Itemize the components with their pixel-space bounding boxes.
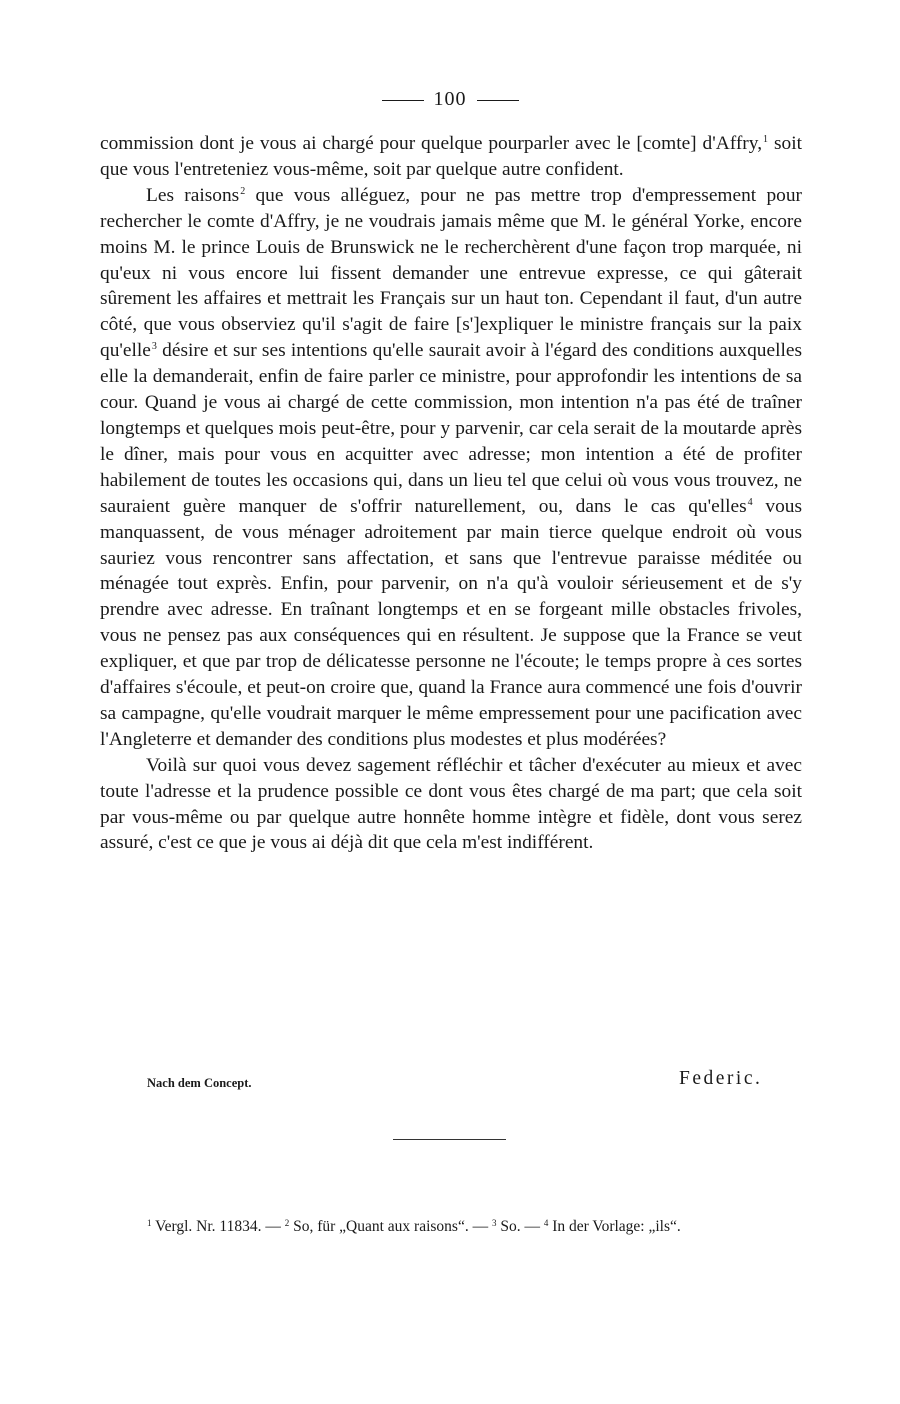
footnote-reference: 3 <box>151 341 157 353</box>
paragraph-text: désire et sur ses intentions qu'elle saurait avoir à l'égard des conditions auxquelles elle la demanderait, enfin de faire parler ce ministre, pour approfondir les intentions de sa cour. Quand je vous ai chargé de cette commission, mon intention n'a pas été de traîner longtemps et quelques mois peut-être, pour y parvenir, car cela serait de la moutarde après le dîner, mais pour vous en acquitter avec adresse; mon intention a été de profiter habilement de toutes les occasions qui, dans un lieu tel que celui où vous vous trouvez, ne sauraient guère manquer de s'offrir naturellement, ou, dans le cas qu'elles <box>100 340 802 517</box>
paragraph-text: soit que vous l'entreteniez vous-même, soit par quelque autre confident. <box>100 133 802 180</box>
footnote-list <box>100 1215 802 1238</box>
footnote-text: So. — <box>496 1218 544 1235</box>
page-number <box>0 88 900 111</box>
footnote-number: 1 <box>147 1218 152 1228</box>
body-paragraph <box>100 183 802 753</box>
paragraph-text: Les raisons <box>146 184 240 206</box>
footnote-separator-rule <box>393 1139 506 1140</box>
footnote-reference: 1 <box>763 134 769 145</box>
footnote-reference: 4 <box>747 496 753 508</box>
footnote-number: 4 <box>543 1218 549 1228</box>
paragraph-text: vous manquassent, de vous ménager adroitement par main tierce quelque endroit où vous sauriez vous rencontrer sans affectation, et sans que l'entrevue paraisse méditée ou ménagée tout exprès. Enfin, pour parvenir, on n'a qu'à vouloir sérieusement et de s'y prendre avec adresse. En traînant longtemps et en se forgeant mille obstacles frivoles, vous ne pensez pas aux conséquences qui en résultent. Je suppose que la France se veut expliquer, et que par trop de délicatesse personne ne l'écoute; le temps propre à ces sortes d'affaires s'écoule, et peut-on croire que, quand la France aura commencé une fois d'ouvrir sa campagne, qu'elle voudrait marquer le même empressement pour une pacification avec l'Angleterre et demander des conditions plus modestes et plus modérées? <box>100 495 802 750</box>
footnote-reference: 2 <box>240 185 246 197</box>
footnotes <box>100 1215 802 1238</box>
footnote-text: So, für „Quant aux raisons“. — <box>289 1218 492 1235</box>
footnote-text: In der Vorlage: „ils“. <box>548 1218 681 1235</box>
letter-body <box>100 131 802 856</box>
source-note: Nach dem Concept. <box>147 1076 252 1090</box>
paragraph-text: Voilà sur quoi vous devez sagement réfléchir et tâcher d'exécuter au mieux et avec toute l'adresse et la prudence possible ce dont vous êtes chargé de ma part; que cela soit par vous-même ou par quelque autre honnête homme intègre et fidèle, dont vous serez assuré, c'est ce que je vous ai déjà dit que cela m'est indifférent. <box>100 754 802 854</box>
page-number-text: 100 <box>433 88 467 110</box>
signature: Federic. <box>679 1068 763 1089</box>
page-number-dash-right <box>477 100 519 101</box>
footnote-number: 2 <box>284 1218 290 1228</box>
paragraph-text: que vous alléguez, pour ne pas mettre trop d'empressement pour rechercher le comte d'Affry, je ne voudrais jamais même que M. le général Yorke, encore moins M. le prince Louis de Brunswick ne le recherchèrent d'une façon trop marquée, ni qu'eux ni vous encore lui fissent demander une entrevue expresse, ce qui gâterait sûrement les affaires et mettrait les Français sur un haut ton. Cependant il faut, d'un autre côté, que vous observiez qu'il s'agit de faire [s']expliquer le ministre français sur la paix qu'elle <box>100 184 803 362</box>
paragraph-text: commission dont je vous ai chargé pour quelque pourparler avec le [comte] d'Affry, <box>100 133 763 154</box>
footnote-text: Vergl. Nr. 11834. — <box>151 1218 285 1235</box>
footnote-number: 3 <box>491 1218 497 1228</box>
page-number-dash-left <box>382 100 424 101</box>
body-paragraph <box>100 753 802 857</box>
body-paragraph <box>100 131 802 183</box>
